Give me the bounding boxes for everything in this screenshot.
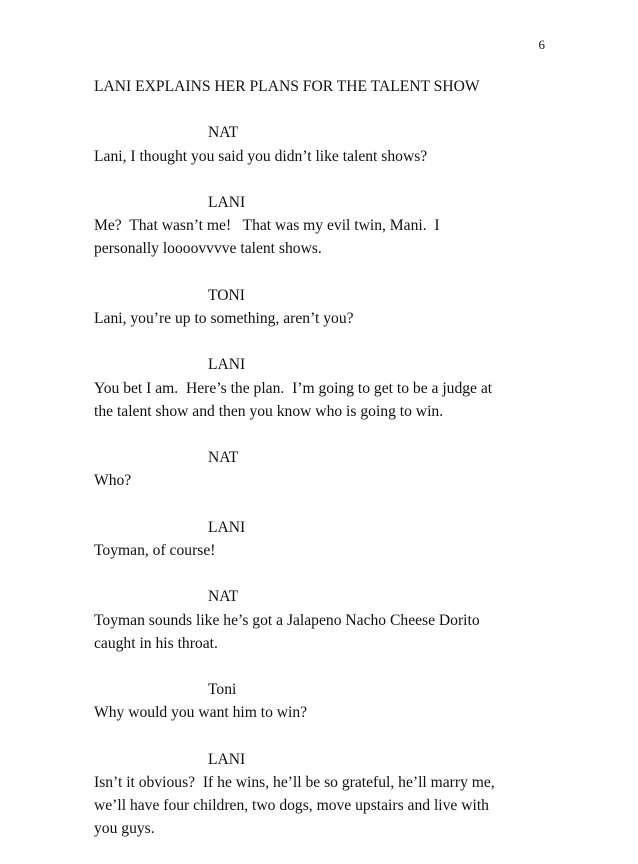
dialogue-block — [94, 748, 554, 841]
dialogue-line: personally loooovvvve talent shows. — [94, 240, 322, 258]
dialogue-line: the talent show and then you know who is going to win. — [94, 402, 444, 420]
dialogue-block — [94, 284, 554, 330]
speaker-name: Toni — [208, 681, 237, 699]
page-number: 6 — [538, 37, 545, 52]
dialogue-block — [94, 678, 554, 724]
speaker-name: LANI — [208, 193, 246, 211]
speaker-name: NAT — [208, 124, 239, 142]
speaker-name: LANI — [208, 750, 246, 768]
dialogue-line: Who? — [94, 472, 132, 490]
dialogue-line: Toyman sounds like he’s got a Jalapeno Nacho Cheese Dorito — [94, 611, 480, 629]
dialogue-line: you guys. — [94, 820, 155, 838]
speaker-name: LANI — [208, 518, 246, 536]
dialogue-line: Me? That wasn’t me! That was my evil twin, Mani. I — [94, 217, 440, 235]
dialogue-block — [94, 191, 554, 261]
dialogue-line: caught in his throat. — [94, 634, 218, 652]
speaker-name: NAT — [208, 449, 239, 467]
dialogue-block — [94, 353, 554, 423]
dialogue-block — [94, 446, 554, 492]
dialogue-line: Isn’t it obvious? If he wins, he’ll be so grateful, he’ll marry me, — [94, 773, 495, 791]
speaker-name: NAT — [208, 588, 239, 606]
dialogue-line: Toyman, of course! — [94, 541, 216, 559]
scene-heading: LANI EXPLAINS HER PLANS FOR THE TALENT SHOW — [94, 78, 480, 95]
dialogue-line: Lani, I thought you said you didn’t like talent shows? — [94, 147, 428, 165]
dialogue-line: You bet I am. Here’s the plan. I’m going to get to be a judge at — [94, 379, 493, 397]
dialogue-block — [94, 516, 554, 562]
dialogue-line: Lani, you’re up to something, aren’t you? — [94, 309, 354, 327]
script-body — [94, 75, 554, 864]
speaker-name: TONI — [208, 286, 245, 304]
speaker-name: LANI — [208, 356, 246, 374]
dialogue-line: Why would you want him to win? — [94, 704, 308, 722]
dialogue-line: we’ll have four children, two dogs, move upstairs and live with — [94, 797, 489, 815]
dialogue-block — [94, 121, 554, 167]
dialogue-block — [94, 585, 554, 655]
